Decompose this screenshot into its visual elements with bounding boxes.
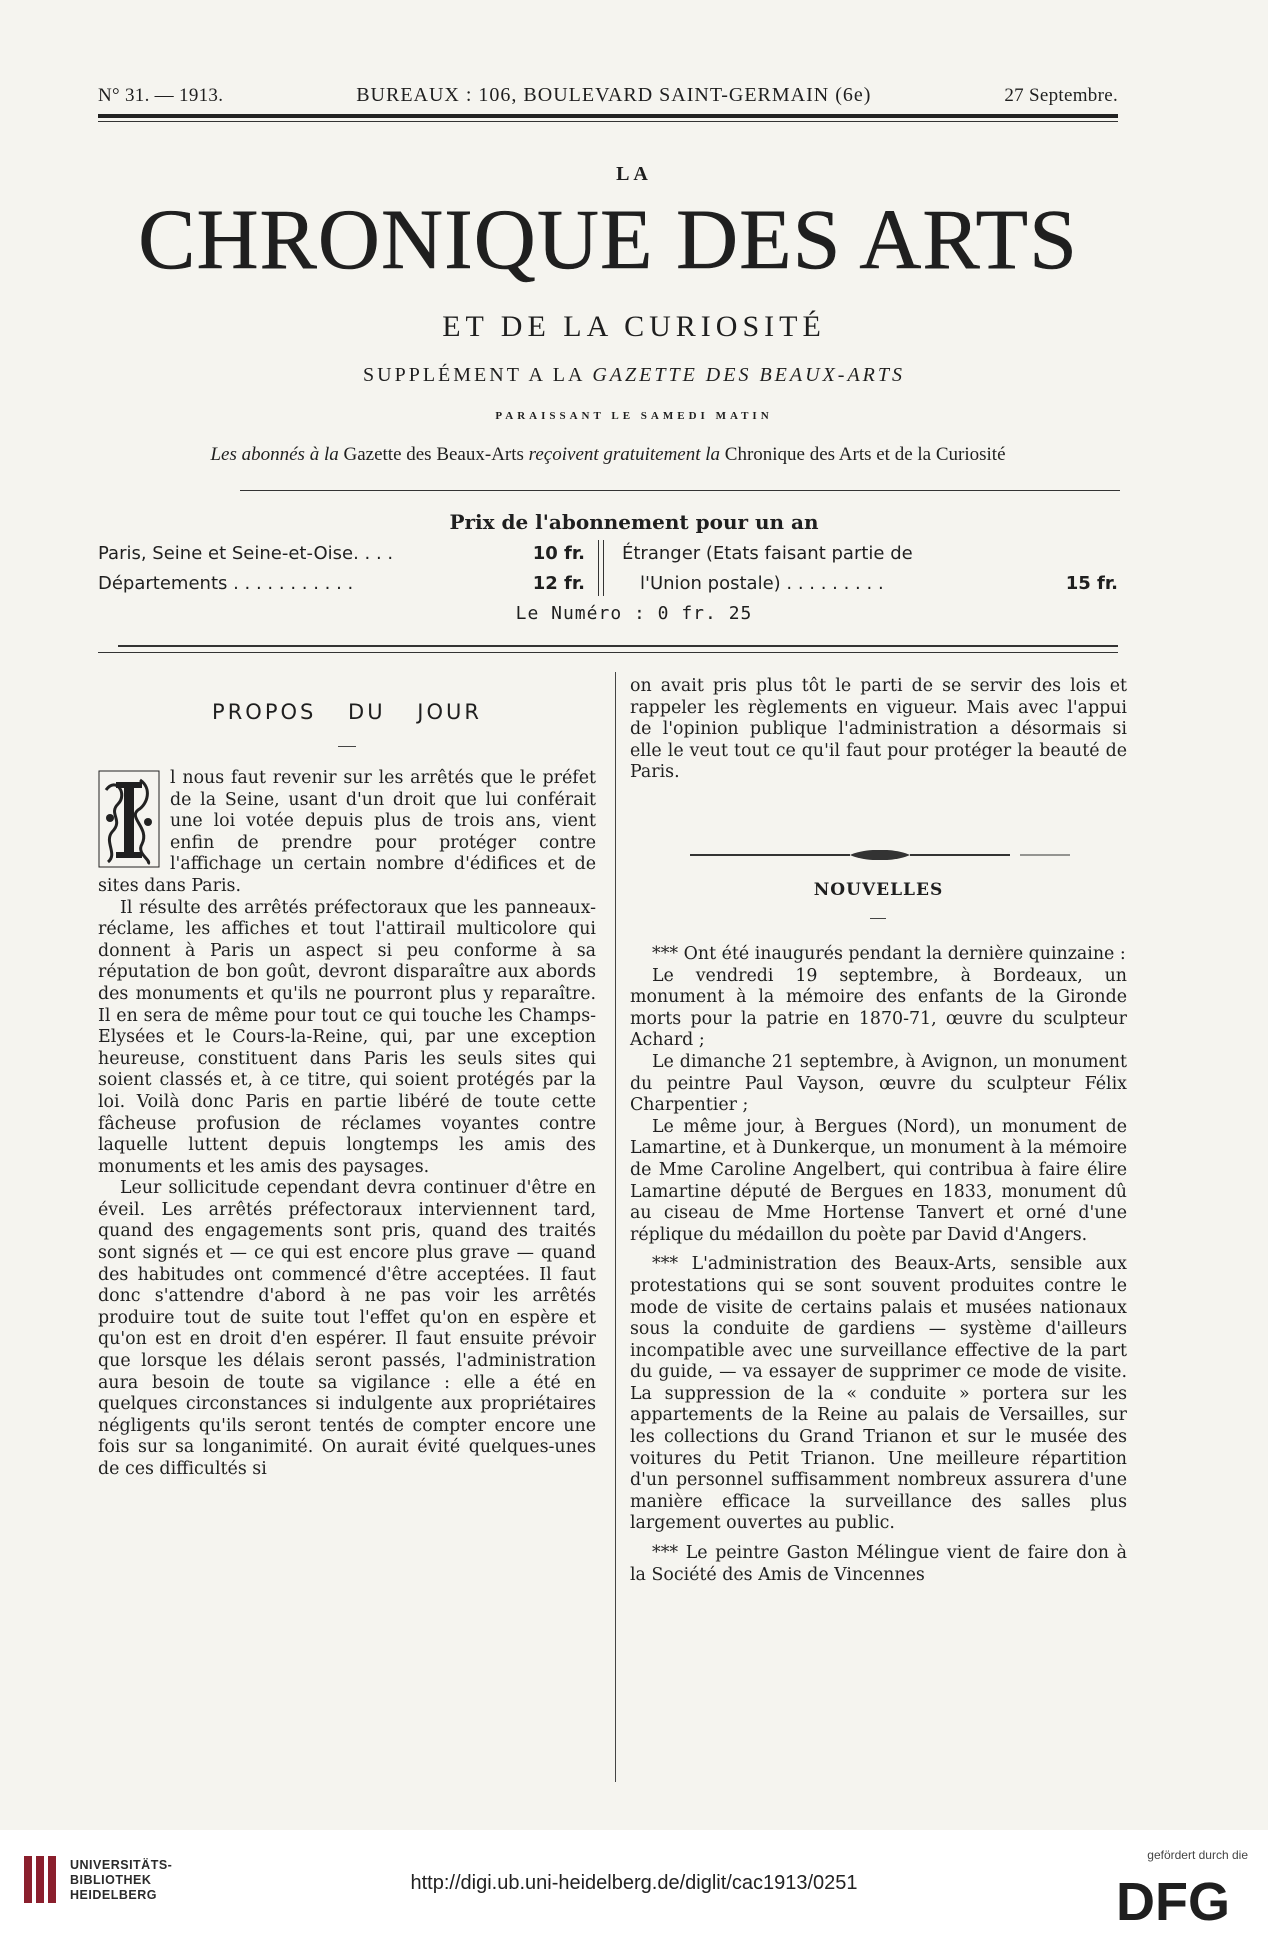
propos-title-dash [338,746,356,747]
dfg-logo-text: DFG [1116,1872,1230,1928]
gazette-name: GAZETTE DES BEAUX-ARTS [592,364,905,386]
numero-price: Le Numéro : 0 fr. 25 [515,603,753,624]
scan-footer [0,1830,1268,1950]
prix-paris-row: Paris, Seine et Seine-et-Oise. . . . 10 fr. [98,543,585,564]
prix-title: Prix de l'abonnement pour un an [449,510,819,534]
prix-divider-2 [603,540,604,596]
issue-header [98,84,1118,107]
paraissant-line: PARAISSANT LE SAMEDI MATIN [495,410,773,422]
issue-date: 27 Septembre. [1004,85,1118,106]
supplement-line: SUPPLÉMENT A LA GAZETTE DES BEAUX-ARTS [363,364,905,386]
masthead-title: CHRONIQUE DES ARTS [138,191,1078,287]
bureaux-address: BUREAUX : 106, BOULEVARD SAINT-GERMAIN (6e) [356,84,872,106]
prix-rule-thin [98,652,1118,653]
prix-departements-row: Départements . . . . . . . . . . . 12 fr. [98,573,585,594]
abonnes-line: Les abonnés à la Gazette des Beaux-Arts reçoivent gratuitement la Chronique des Arts et de la Curiosité [210,444,1006,465]
nouvelles-item-6: *** Le peintre Gaston Mélingue vient de faire don à la Société des Amis de Vincennes [630,1543,1127,1585]
propos-paragraph-2: Il résulte des arrêtés préfectoraux que les panneaux-réclame, les affiches et tout l'attirail multicolore qui donnent à Paris un aspect si peu conforme à sa réputation de bon goût, devront disparaître aux abords des monuments et qu'ils ne pourront plus y reparaître. Il en sera de même pour tout ce qui touche les Champs-Elysées et le Cours-la-Reine, qui, par une exception heureuse, constituent dans Paris les seuls sites qui soient classés et, à ce titre, qui soient protégés par la loi. Voilà donc Paris en partie libéré de toute cette fâcheuse profusion de réclames voyantes contre laquelle luttent depuis longtemps les amis des monuments et les amis des paysages. [98,897,596,1177]
nouvelles-item-1: *** Ont été inaugurés pendant la dernière quinzaine : [652,944,1126,964]
prix-etranger-row: Étranger (Etats faisant partie de [622,543,913,564]
ornate-dropcap-icon [98,770,160,868]
prix-rule [118,645,1118,647]
nouvelles-title: NOUVELLES [813,880,944,900]
issue-number: N° 31. — 1913. [98,85,224,106]
masthead-subtitle: ET DE LA CURIOSITÉ [442,310,826,343]
nouvelles-item-4: Le même jour, à Bergues (Nord), un monument de Lamartine, et à Dunkerque, un monument à la mémoire de Mme Caroline Angelbert, qui contribua à faire élire Lamartine député de Bergues en 1833, monument dû au ciseau de Mme Hortense Tanvert et orné d'une réplique du médaillon du poète par David d'Angers. [630,1116,1127,1245]
masthead-la: LA [616,163,652,185]
nouvelles-item-2: Le vendredi 19 septembre, à Bordeaux, un monument à la mémoire des enfants de la Gironde morts pour la patrie en 1870-71, œuvre du sculpteur Achard ; [630,965,1127,1051]
funding-note: gefördert durch die [1147,1848,1248,1862]
university-library-name: UNIVERSITÄTS- BIBLIOTHEK HEIDELBERG [70,1858,173,1902]
right-column [630,676,1127,784]
propos-paragraph-4: on avait pris plus tôt le parti de se servir des lois et rappeler les règlements en vigueur. Mais avec l'appui de l'opinion publique l'administration a désormais si elle le veut tout ce qu'il faut pour protéger la beauté de Paris. [630,676,1127,783]
nouvelles-item-5: *** L'administration des Beaux-Arts, sensible aux protestations qui se sont souvent produites contre le mode de visite de certains palais et musées nationaux sous la conduite de gardiens — système d'ailleurs incompatible avec une surveillance effective de la part du guide, — va essayer de supprimer ce mode de visite. La suppression de la « conduite » portera sur les appartements de la Reine au palais de Versailles, sur les collections du Grand Trianon et sur le musée des voitures du Petit Trianon. Une meilleure répartition d'un personnel suffisamment nombreux assurera d'une manière efficace la surveillance des salles plus largement ouvertes au public. [630,1254,1127,1534]
header-rule [98,114,1118,118]
prix-divider [598,540,599,596]
digital-copy-link[interactable]: http://digi.ub.uni-heidelberg.de/diglit/cac1913/0251 [410,1872,858,1894]
propos-title: PROPOS DU JOUR [212,700,482,724]
header-rule-thin [98,121,1118,122]
propos-column [98,768,596,1481]
abonnes-rule [240,490,1120,491]
nouvelles-title-dash [870,918,886,919]
nouvelles-item-3: Le dimanche 21 septembre, à Avignon, un monument du peintre Paul Vayson, œuvre du sculpteur Félix Charpentier ; [630,1051,1127,1116]
nouvelles-column [630,944,1127,1586]
prix-etranger-row-2: l'Union postale) . . . . . . . . . 15 fr. [640,573,1118,594]
column-divider [615,672,616,1782]
dfg-logo-icon [1098,1870,1248,1928]
propos-paragraph-1: l nous faut revenir sur les arrêtés que le préfet de la Seine, usant d'un droit que lui conférait une loi votée depuis plus de trois ans, vient enfin de prendre pour protéger contre l'affichage un certain nombre d'édifices et de sites dans Paris. [98,768,596,896]
ornament-divider-icon [690,850,1070,860]
propos-paragraph-3: Leur sollicitude cependant devra continuer d'être en éveil. Les arrêtés préfectoraux interviennent tard, quand des engagements sont pris, quand des traités sont signés et — ce qui est encore plus grave — quand des habitudes ont commencé d'être acceptées. Il faut donc s'attendre d'abord à ne pas voir les arrêtés produire tout de suite tout l'effet qu'on en espère et qu'on est en droit d'en espérer. Il faut ensuite prévoir que lorsque les délais seront passés, l'administration aura besoin de toute sa vigilance : elle a été en quelques circonstances si indulgente aux propriétaires négligents qu'ils seront tentés de compter encore une fois sur sa longanimité. On aurait évité quelques-unes de ces difficultés si [98,1178,596,1479]
